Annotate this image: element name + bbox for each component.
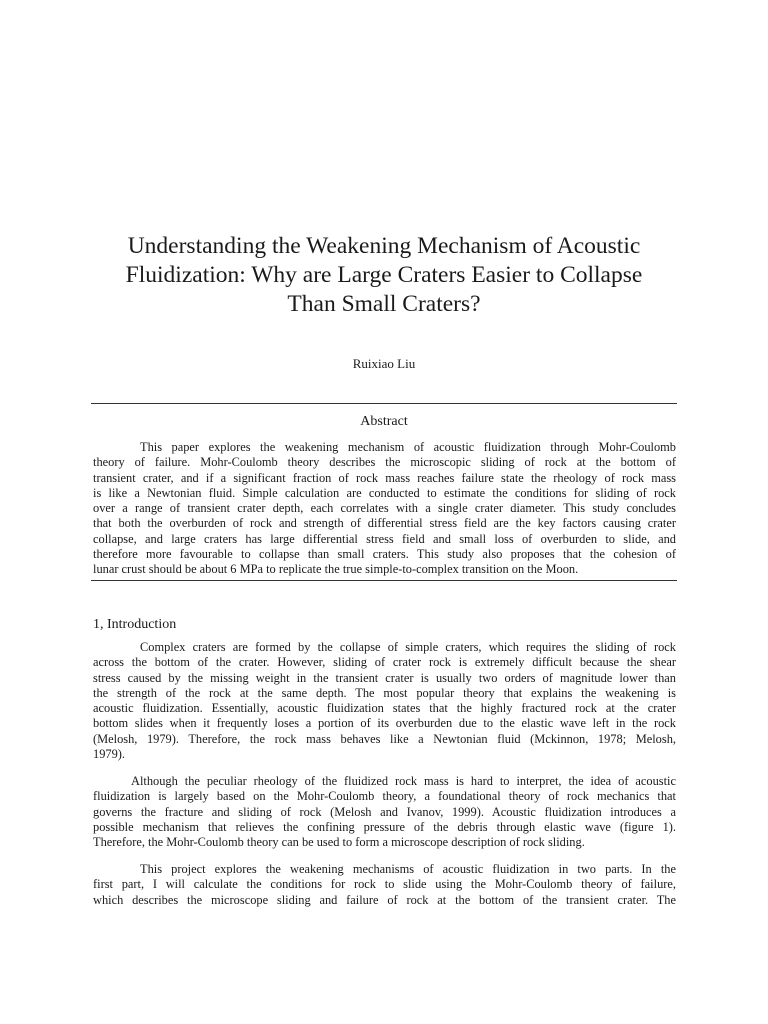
abstract-top-rule [91,403,677,404]
paragraph-line: possible mechanism that relieves the confining pressure of the debris through elastic wave (figure 1). [93,819,676,834]
paragraph-line: This project explores the weakening mechanisms of acoustic fluidization in two parts. In the [140,862,676,876]
abstract-line: collapse, and large craters has large differential stress field and small loss of overburden to slide, and [93,531,676,546]
section-heading-introduction: 1, Introduction [93,617,177,632]
abstract-heading: Abstract [360,414,408,429]
abstract-line: over a range of transient crater depth, each correlates with a single crater diameter. This study concludes [93,501,676,516]
paragraph-line: stress caused by the missing weight in the transient crater is usually two orders of magnitude lower than [93,670,676,685]
abstract-body [93,440,676,578]
abstract-bottom-rule [91,580,677,581]
author-name: Ruixiao Liu [352,356,416,371]
abstract-line: theory of failure. Mohr-Coulomb theory describes the microscopic sliding of rock at the bottom of [93,455,676,470]
abstract-line: transient crater, and if a significant fraction of rock mass reaches failure state the rheology of rock mass [93,470,676,485]
paragraph-line: Complex craters are formed by the collapse of simple craters, which requires the sliding of rock [140,640,676,654]
abstract-line: is like a Newtonian fluid. Simple calculation are conducted to estimate the conditions for sliding of rock [93,485,676,500]
title-line: Fluidization: Why are Large Craters Easier to Collapse [125,262,643,288]
paragraph-line: 1979). [93,747,126,762]
title-line: Understanding the Weakening Mechanism of Acoustic [127,233,641,259]
abstract-line: therefore more favourable to collapse than small craters. This study also proposes that the cohesion of [93,547,676,562]
paragraph-line: acoustic fluidization. Essentially, acoustic fluidization states that the highly fractured rock at the crater [93,701,676,716]
paragraph-line: Although the peculiar rheology of the fluidized rock mass is hard to interpret, the idea of acoustic [131,774,676,788]
introduction-paragraph-2 [93,774,676,850]
abstract-line: lunar crust should be about 6 MPa to replicate the true simple-to-complex transition on the Moon. [93,562,579,577]
paragraph-line: which describes the microscope sliding and failure of rock at the bottom of the transient crater. The [93,892,676,907]
title-line: Than Small Craters? [287,291,481,317]
paragraph-line: fluidization is largely based on the Mohr-Coulomb theory, a foundational theory of rock mechanics that [93,789,676,804]
paper-title [0,232,768,319]
introduction-paragraph-1 [93,640,676,762]
introduction-paragraph-3 [93,862,676,908]
paragraph-line: across the bottom of the crater. However, sliding of crater rock is extremely difficult because the shear [93,655,676,670]
paragraph-line: Therefore, the Mohr-Coulomb theory can be used to form a microscope description of rock sliding. [93,835,585,850]
paragraph-line: bottom slides when it frequently loses a portion of its overburden due to the elastic wave left in the rock [93,716,676,731]
paragraph-line: governs the fracture and sliding of rock (Melosh and Ivanov, 1999). Acoustic fluidization introduces a [93,804,676,819]
abstract-line: This paper explores the weakening mechanism of acoustic fluidization through Mohr-Coulomb [140,440,676,454]
paragraph-line: (Melosh, 1979). Therefore, the rock mass behaves like a Newtonian fluid (Mckinnon, 1978; Melosh, [93,731,676,746]
abstract-line: that both the overburden of rock and strength of differential stress field are the key factors causing crater [93,516,676,531]
paragraph-line: first part, I will calculate the conditions for rock to slide using the Mohr-Coulomb theory of failure, [93,877,676,892]
paragraph-line: the strength of the rock at the same depth. The most popular theory that explains the weakening is [93,685,676,700]
